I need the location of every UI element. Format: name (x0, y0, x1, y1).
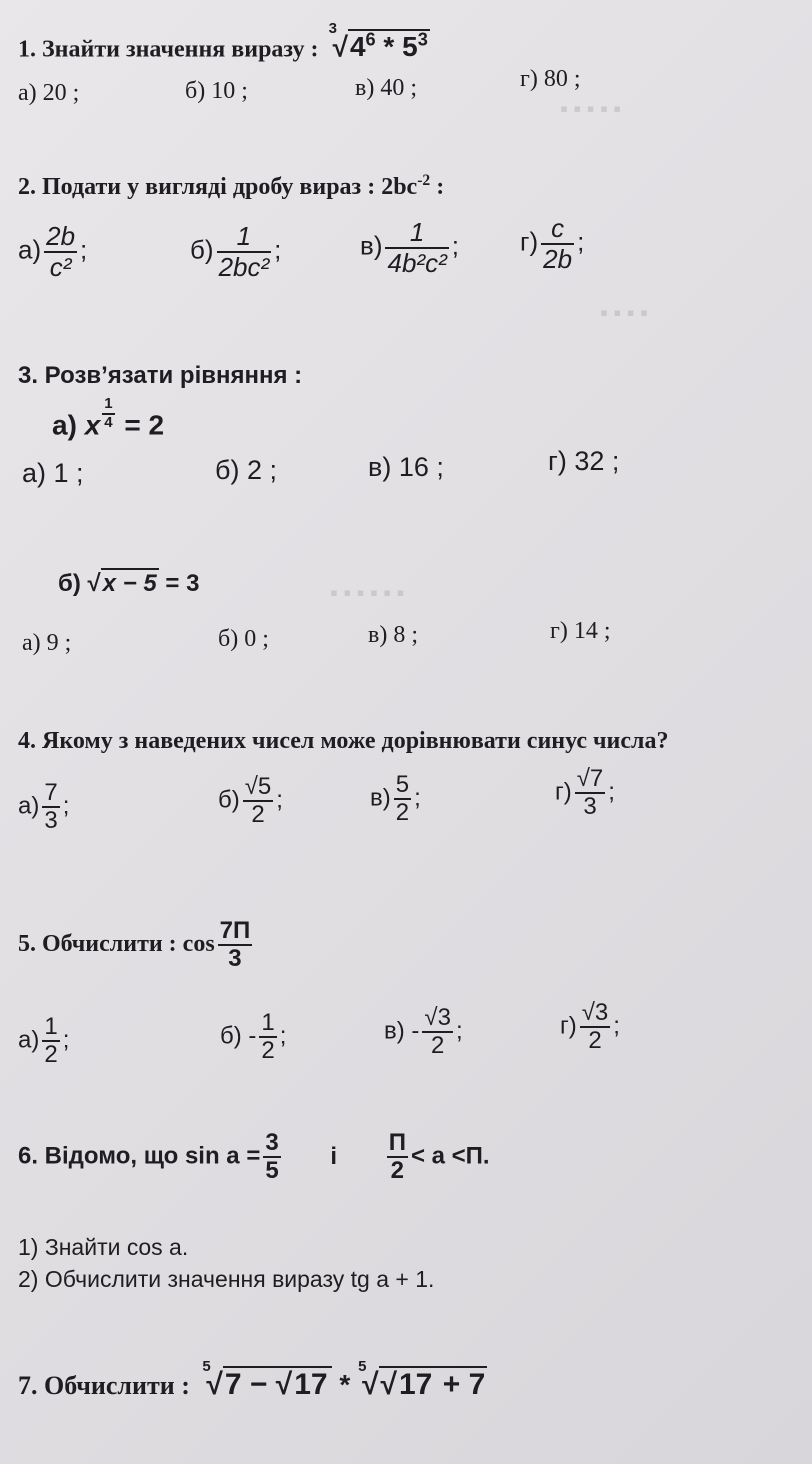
q6-item-2: 2) Обчислити значення виразу tg a + 1. (18, 1266, 435, 1292)
bleed-through-text: ▪ ▪ ▪ ▪ ▪ ▪ (330, 580, 405, 605)
q3a-option-a: а) 1 ; (22, 458, 84, 488)
q2-title: 2. Подати у вигляді дробу вираз : $2bc^{-2}$ : (18, 172, 445, 200)
q5-option-d: г) $\frac{√3}{2}$ ; (560, 999, 620, 1055)
q1-option-a: а) 20 ; (18, 80, 80, 106)
q5-option-b: б) - $\frac{1}{2}$ ; (220, 1009, 287, 1065)
q2-option-a: а) $\frac{2b}{\text{c²}}$ ; (18, 221, 88, 282)
q6-title: 6. Відомо, що sin a = $\frac{3}{5}$ і $\frac{П}{2}$ < a <П. (18, 1129, 490, 1185)
q3a-option-d: г) 32 ; (548, 446, 620, 476)
bleed-through-text: ▪ ▪ ▪ ▪ ▪ (560, 96, 621, 121)
q4-option-d: г) $\frac{√7}{3}$ ; (555, 765, 615, 821)
q1-option-d: г) 80 ; (520, 66, 581, 92)
q7-radical-2: 5 √√17 + 7 (358, 1358, 486, 1401)
q1-option-b: б) 10 ; (185, 78, 248, 104)
q7-radical-1: 5 √7 − √17 (206, 1368, 331, 1402)
q7-title: 7. Обчислити : 5 √7 − √17 * 5 √√17 + 7 (18, 1358, 486, 1401)
q3a-option-c: в) 16 ; (368, 452, 444, 482)
q4-option-a: а) $\frac{7}{3}$ ; (18, 779, 70, 835)
q6-item-1: 1) Знайти cos a. (18, 1234, 189, 1260)
q3b-option-c: в) 8 ; (368, 622, 418, 648)
q5-option-a: а) $\frac{1}{2}$ ; (18, 1013, 70, 1069)
q3a-option-b: б) 2 ; (215, 455, 277, 485)
bleed-through-text: ▪ ▪ ▪ ▪ (600, 300, 648, 325)
q5-option-c: в) - $\frac{√3}{2}$ ; (384, 1004, 463, 1060)
q3a-equation: а) x $\frac{1}{4}$ = 2 (52, 395, 165, 441)
q2-option-b: б) $\frac{1}{\text{2bc²}}$ ; (190, 221, 282, 282)
q2-option-c: в) $\frac{1}{\text{4b²c²}}$ ; (360, 217, 459, 278)
q1-title: 1. Знайти значення виразу : 3 $√4^6 * 5^3$ (18, 20, 428, 63)
q3b-option-b: б) 0 ; (218, 626, 269, 652)
q3b-equation: б) √x − 5 = 3 (58, 570, 200, 597)
q4-option-b: б) $\frac{√5}{2}$ ; (218, 773, 283, 829)
q4-title: 4. Якому з наведених чисел може дорівнювати синус числа? (18, 728, 669, 754)
q5-title: 5. Обчислити : cos $\frac{7П}{3}$ (18, 917, 251, 973)
q1-radical: 3 $√4^6 * 5^3$ (328, 20, 428, 63)
q3b-option-d: г) 14 ; (550, 618, 611, 644)
q2-option-d: г) $\frac{c}{2b}$ ; (520, 213, 585, 274)
q1-option-c: в) 40 ; (355, 75, 417, 101)
q3-title: 3. Розв’язати рівняння : (18, 362, 303, 389)
q3b-option-a: а) 9 ; (22, 630, 72, 656)
q4-option-c: в) $\frac{5}{2}$ ; (370, 771, 421, 827)
